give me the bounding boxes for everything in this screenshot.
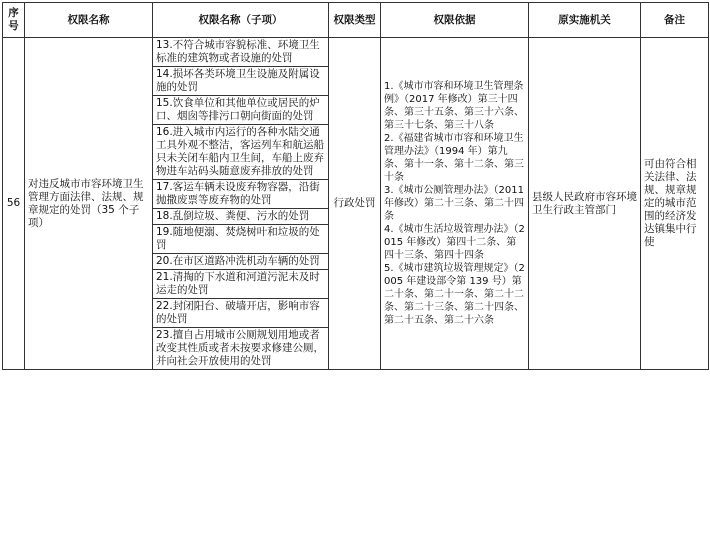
header-remark: 备注: [641, 3, 709, 38]
header-power-name: 权限名称: [25, 3, 153, 38]
cell-sub-item: 20.在市区道路冲洗机动车辆的处罚: [153, 254, 329, 270]
cell-remark: 可由符合相关法律、法规、规章规定的城市范围的经济发达镇集中行使: [641, 38, 709, 370]
header-basis: 权限依据: [381, 3, 529, 38]
cell-sub-item: 15.饮食单位和其他单位或居民的炉口、烟囱等排污口朝向街面的处罚: [153, 96, 329, 125]
cell-sub-item: 21.清掏的下水道和河道污泥未及时运走的处罚: [153, 270, 329, 299]
cell-sub-item: 14.损坏各类环境卫生设施及附属设施的处罚: [153, 67, 329, 96]
cell-power-name: 对违反城市市容环境卫生管理方面法律、法规、规章规定的处罚（35 个子项）: [25, 38, 153, 370]
cell-sub-item: 17.客运车辆未设废弃物容器，沿街抛撒废票等废弃物的处罚: [153, 180, 329, 209]
basis-item: 3.《城市公厕管理办法》（2011 年修改）第二十三条、第二十四条: [384, 185, 524, 222]
header-sub-name: 权限名称（子项）: [153, 3, 329, 38]
header-seq: 序号: [3, 3, 25, 38]
table-header-row: [3, 3, 709, 38]
cell-sub-item: 16.进入城市内运行的各种水陆交通工具外观不整洁，客运列车和航运船只未关闭车船内卫生间，车船上废弃物进车站码头随意废弃排放的处罚: [153, 125, 329, 180]
basis-item: 4.《城市生活垃圾管理办法》（2015 年修改）第四十二条、第四十三条、第四十四条: [384, 224, 525, 261]
cell-sub-item: 23.擅自占用城市公厕规划用地或者改变其性质或者未按要求修建公厕，并向社会开放使用的处罚: [153, 328, 329, 370]
basis-item: 5.《城市建筑垃圾管理规定》（2005 年建设部令第 139 号）第二十条、第二十一条、第二十二条、第二十三条、第二十四条、第二十五条、第二十六条: [384, 263, 525, 326]
basis-item: 1.《城市市容和环境卫生管理条例》（2017 年修改）第三十四条、第三十五条、第三十六条、第三十七条、第三十八条: [384, 81, 524, 131]
header-original-org: 原实施机关: [529, 3, 641, 38]
cell-seq: 56: [3, 38, 25, 370]
cell-sub-item: 19.随地便溺、焚烧树叶和垃圾的处罚: [153, 225, 329, 254]
cell-basis: [381, 38, 529, 370]
table-row: [3, 38, 709, 67]
power-list-table: [2, 2, 709, 370]
cell-original-org: 县级人民政府市容环境卫生行政主管部门: [529, 38, 641, 370]
cell-sub-item: 18.乱倒垃圾、粪便、污水的处罚: [153, 209, 329, 225]
header-power-type: 权限类型: [329, 3, 381, 38]
cell-sub-item: 13.不符合城市容貌标准、环境卫生标准的建筑物或者设施的处罚: [153, 38, 329, 67]
cell-power-type: 行政处罚: [329, 38, 381, 370]
basis-item: 2.《福建省城市市容和环境卫生管理办法》（1994 年）第九条、第十一条、第十二条、第三十条: [384, 133, 524, 183]
cell-sub-item: 22.封闭阳台、破墙开店，影响市容的处罚: [153, 299, 329, 328]
